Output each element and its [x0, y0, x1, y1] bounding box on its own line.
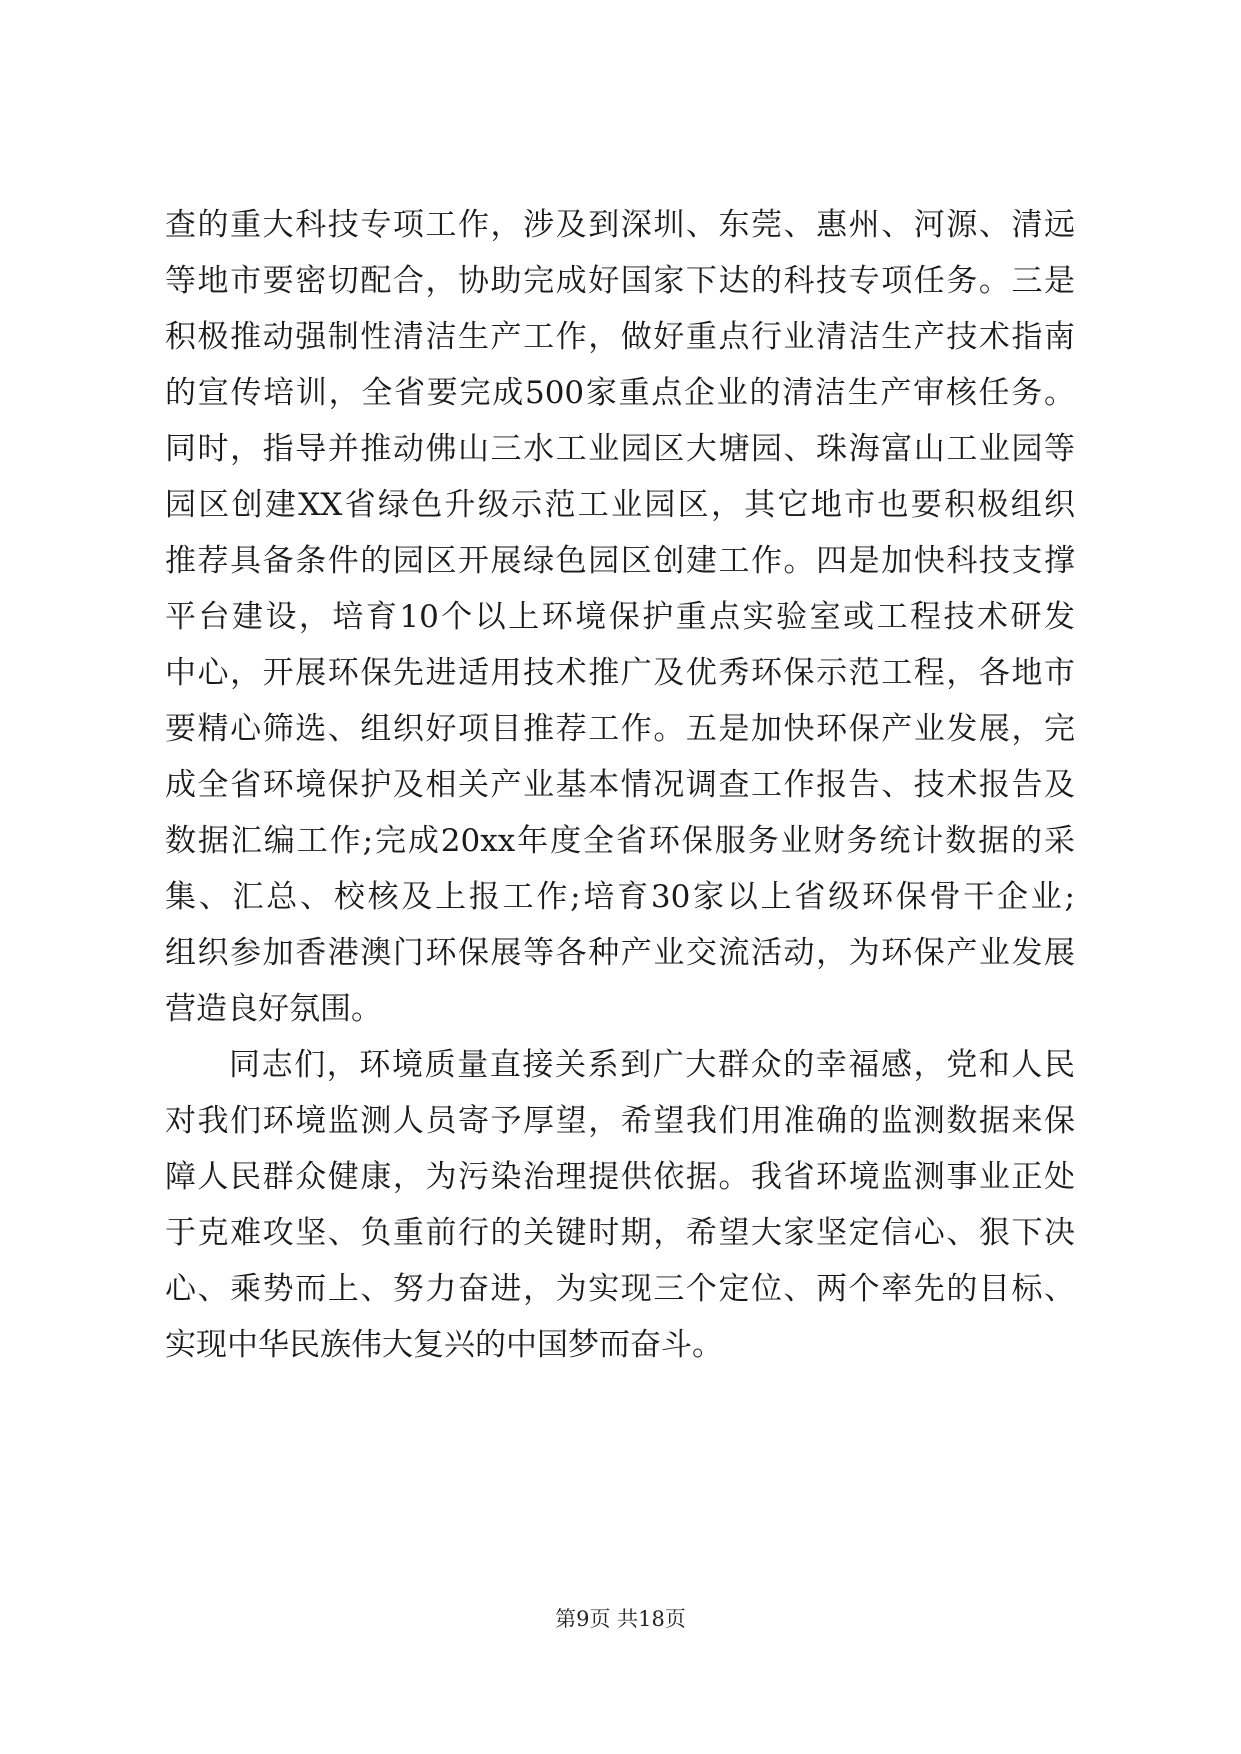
text-line: 同时，指导并推动佛山三水工业园区大塘园、珠海富山工业园等: [165, 431, 1075, 467]
text-line: 于克难攻坚、负重前行的关键时期，希望大家坚定信心、狠下决: [165, 1215, 1075, 1251]
text-line: 的宣传培训，全省要完成500家重点企业的清洁生产审核任务。: [165, 375, 1075, 411]
page-footer: 第9页 共18页: [555, 1607, 686, 1631]
text-line: 成全省环境保护及相关产业基本情况调查工作报告、技术报告及: [165, 767, 1075, 803]
text-line: 中心，开展环保先进适用技术推广及优秀环保示范工程，各地市: [165, 655, 1075, 691]
text-line: 心、乘势而上、努力奋进，为实现三个定位、两个率先的目标、: [165, 1271, 1075, 1307]
text-line: 园区创建XX省绿色升级示范工业园区，其它地市也要积极组织: [165, 487, 1075, 523]
text-line: 平台建设，培育10个以上环境保护重点实验室或工程技术研发: [165, 599, 1075, 635]
text-line: 要精心筛选、组织好项目推荐工作。五是加快环保产业发展，完: [165, 711, 1075, 747]
text-line: 查的重大科技专项工作，涉及到深圳、东莞、惠州、河源、清远: [165, 207, 1075, 243]
text-line: 障人民群众健康，为污染治理提供依据。我省环境监测事业正处: [165, 1159, 1075, 1195]
text-line: 营造良好氛围。: [165, 991, 382, 1027]
text-line: 组织参加香港澳门环保展等各种产业交流活动，为环保产业发展: [165, 935, 1075, 971]
text-line: 实现中华民族伟大复兴的中国梦而奋斗。: [165, 1327, 723, 1363]
text-line: 积极推动强制性清洁生产工作，做好重点行业清洁生产技术指南: [165, 319, 1075, 355]
text-line: 同志们，环境质量直接关系到广大群众的幸福感，党和人民: [229, 1047, 1075, 1083]
text-line: 对我们环境监测人员寄予厚望，希望我们用准确的监测数据来保: [165, 1103, 1075, 1139]
text-line: 等地市要密切配合，协助完成好国家下达的科技专项任务。三是: [165, 263, 1075, 299]
text-line: 集、汇总、校核及上报工作;培育30家以上省级环保骨干企业;: [165, 879, 1075, 915]
text-line: 数据汇编工作;完成20xx年度全省环保服务业财务统计数据的采: [165, 823, 1075, 859]
text-line: 推荐具备条件的园区开展绿色园区创建工作。四是加快科技支撑: [165, 543, 1075, 579]
